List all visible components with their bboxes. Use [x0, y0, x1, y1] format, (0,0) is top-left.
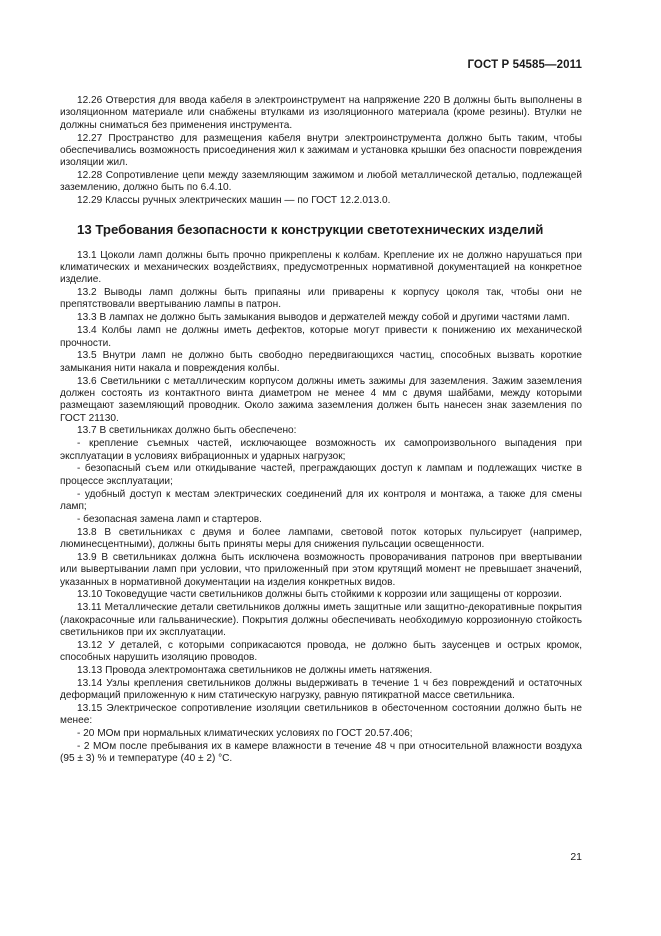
- paragraph: 13.7 В светильниках должно быть обеспечено:: [77, 425, 297, 437]
- clause-12-group: [60, 95, 582, 208]
- section-title: 13 Требования безопасности к конструкции светотехнических изделий: [77, 221, 544, 237]
- paragraph: 13.10 Токоведущие части светильников должны быть стойкими к коррозии или защищены от коррозии.: [77, 589, 562, 601]
- paragraph: 13.14 Узлы крепления светильников должны выдерживать в течение 1 ч без повреждений и остаточных деформаций приложенную к ним статическую нагрузку, равную пятикратной массе светильника.: [60, 677, 582, 702]
- list-item: - 20 МОм при нормальных климатических условиях по ГОСТ 20.57.406;: [77, 728, 413, 740]
- paragraph: 13.8 В светильниках с двумя и более лампами, световой поток которых пульсирует (например, люминесцентными), должны быть приняты меры для снижения пульсации освещенности.: [60, 526, 582, 550]
- paragraph: 13.2 Выводы ламп должны быть припаяны или приварены к корпусу цоколя так, чтобы они не препятствовали ввертыванию лампы в патрон.: [60, 287, 582, 311]
- paragraph: 13.1 Цоколи ламп должны быть прочно прикреплены к колбам. Крепление их не должно нарушаться при климатических и механических воздействиях, предусмотренных нормативной документацией на конкретное изделие.: [60, 249, 582, 286]
- list-item: - крепление съемных частей, исключающее возможность их самопроизвольного выпадения при эксплуатации в условиях вибрационных и ударных нагрузок;: [60, 438, 582, 462]
- list-item: - безопасная замена ламп и стартеров.: [77, 513, 262, 525]
- paragraph: 12.28 Сопротивление цепи между заземляющим зажимом и любой металлической деталью, подлежащей заземлению, должно быть по 6.4.10.: [60, 170, 582, 194]
- paragraph: 13.3 В лампах не должно быть замыкания выводов и держателей между собой и другими частями ламп.: [77, 312, 570, 324]
- standard-header: ГОСТ Р 54585—2011: [467, 59, 582, 71]
- list-item: - удобный доступ к местам электрических соединений для их контроля и монтажа, а также для смены ламп;: [60, 488, 582, 512]
- page-number: 21: [570, 851, 582, 863]
- clause-13-group: [60, 250, 582, 766]
- paragraph: 13.6 Светильники с металлическим корпусом должны иметь зажимы для заземления. Зажим заземления должен состоять из контактного винта диаметром не менее 4 мм с двумя шайбами, между которыми размещают заземляющий проводник. Около зажима заземления должен быть нанесен знак заземления по ГОСТ 21130.: [60, 375, 582, 424]
- list-item: - безопасный съем или откидывание частей, преграждающих доступ к лампам и подлежащих чистке в процессе эксплуатации;: [60, 463, 582, 487]
- paragraph: 13.12 У деталей, с которыми соприкасаются провода, не должно быть заусенцев и острых кромок, способных нарушить изоляцию проводов.: [60, 639, 582, 664]
- paragraph: 13.9 В светильниках должна быть исключена возможность проворачивания патронов при ввертывании или вывертывании ламп при условии, что приложенный при этом крутящий момент не превышает значений, указанных в нормативной документации на изделия конкретных видов.: [60, 551, 582, 588]
- paragraph: 13.5 Внутри ламп не должно быть свободно передвигающихся частиц, способных вызвать короткие замыкания нити накала и повреждения колбы.: [60, 350, 582, 374]
- paragraph: 13.13 Провода электромонтажа светильников не должны иметь натяжения.: [77, 664, 433, 676]
- paragraph: 12.27 Пространство для размещения кабеля внутри электроинструмента должно быть таким, чтобы обеспечивались возможность присоединения жил к зажимам и установка крышки без опасности повреждения изоляции жил.: [60, 132, 582, 169]
- list-item: - 2 МОм после пребывания их в камере влажности в течение 48 ч при относительной влажности воздуха (95 ± 3) % и температуре (40 ± 2) °С.: [60, 741, 582, 765]
- paragraph: 12.26 Отверстия для ввода кабеля в электроинструмент на напряжение 220 В должны быть выполнены в изоляционном материале или снабжены втулками из изоляционного материала (кроме резины). Втулки не должны сниматься без применения инструмента.: [60, 95, 582, 131]
- paragraph: 13.11 Металлические детали светильников должны иметь защитные или защитно-декоративные покрытия (лакокрасочные или гальванические). Покрытия должны обеспечивать необходимую коррозионную стойкость светильников при их эксплуатации.: [60, 602, 582, 638]
- paragraph: 13.4 Колбы ламп не должны иметь дефектов, которые могут привести к понижению их механической прочности.: [60, 325, 582, 349]
- paragraph: 13.15 Электрическое сопротивление изоляции светильников в обесточенном состоянии должно быть не менее:: [60, 702, 582, 727]
- document-body: [60, 95, 582, 766]
- paragraph: 12.29 Классы ручных электрических машин — по ГОСТ 12.2.013.0.: [77, 195, 391, 207]
